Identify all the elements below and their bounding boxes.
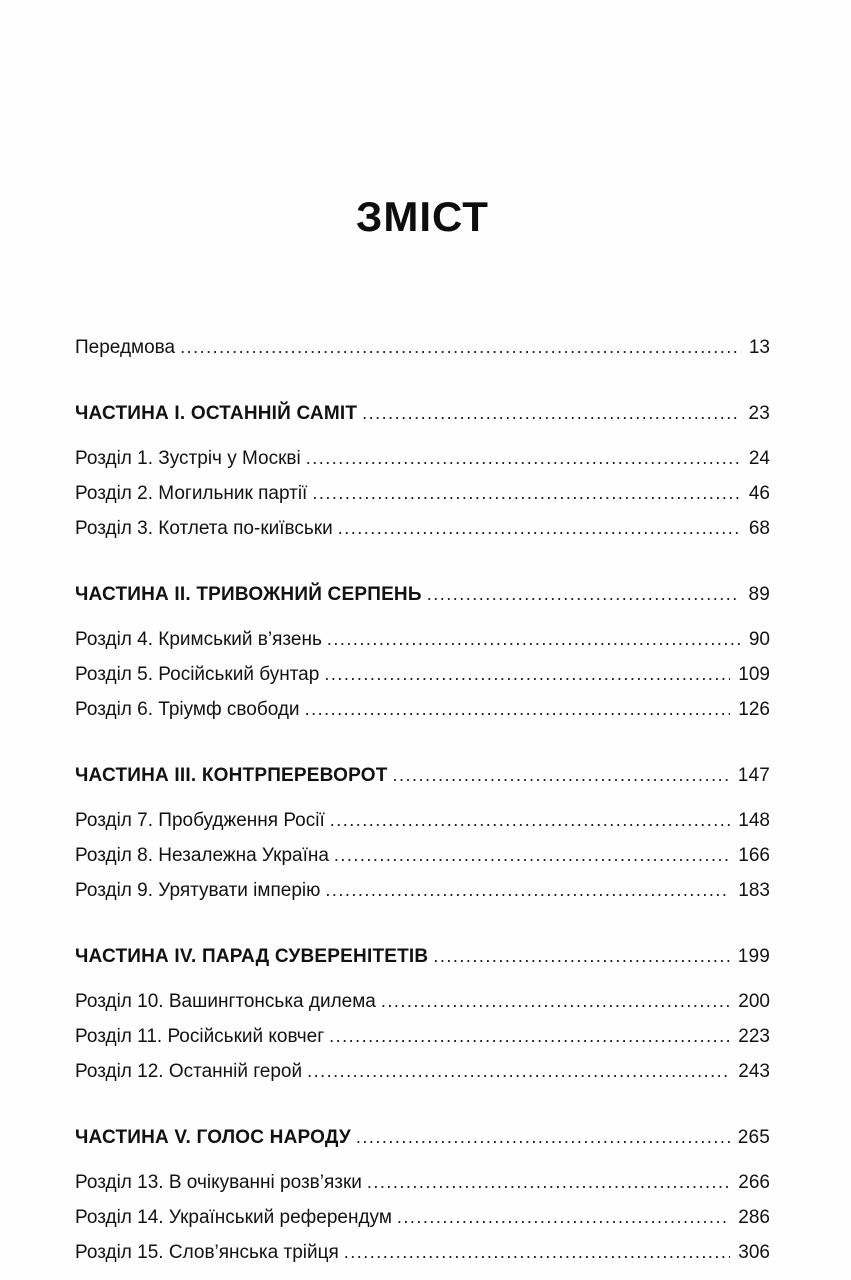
dot-leader	[381, 984, 730, 1019]
dot-leader	[325, 873, 730, 908]
toc-entry-page: 24	[748, 448, 770, 469]
toc-entry-label: Розділ 9. Урятувати імперію	[75, 880, 321, 901]
toc-entry-page: 23	[748, 403, 770, 424]
toc-entry-row	[75, 1235, 770, 1270]
toc-entry-page: 200	[738, 991, 770, 1012]
toc-entry-label: ЧАСТИНА III. КОНТРПЕРЕВОРОТ	[75, 765, 388, 786]
toc-entry-row	[75, 1165, 770, 1200]
toc-entry-page: 68	[748, 518, 770, 539]
dot-leader	[305, 692, 731, 727]
toc-entry-label: Розділ 2. Могильник партії	[75, 483, 308, 504]
toc-entry-page: 243	[738, 1061, 770, 1082]
toc-entry-page: 89	[748, 584, 770, 605]
toc-entry-page: 46	[748, 483, 770, 504]
toc-entry-label: Розділ 13. В очікуванні розв’язки	[75, 1172, 362, 1193]
toc-part-row	[75, 396, 770, 431]
toc-entry-row	[75, 873, 770, 908]
toc-entry-label: Розділ 11. Російський ковчег	[75, 1026, 325, 1047]
toc-part-row	[75, 939, 770, 974]
dot-leader	[334, 838, 730, 873]
toc-entry-page: 109	[738, 664, 770, 685]
toc-entry-label: ЧАСТИНА I. ОСТАННІЙ САМІТ	[75, 403, 358, 424]
toc-entry-label: ЧАСТИНА II. ТРИВОЖНИЙ СЕРПЕНЬ	[75, 584, 422, 605]
toc-entry-page: 126	[738, 699, 770, 720]
toc-entry-page: 199	[737, 946, 770, 967]
toc-entry-page: 166	[738, 845, 770, 866]
dot-leader	[362, 396, 740, 431]
dot-leader	[344, 1235, 731, 1270]
toc-part-row	[75, 758, 770, 793]
toc-entry-page: 148	[738, 810, 770, 831]
toc-entry-label: Розділ 12. Останній герой	[75, 1061, 303, 1082]
dot-leader	[393, 758, 730, 793]
toc-entry-row	[75, 441, 770, 476]
toc-list	[75, 330, 770, 1270]
toc-entry-page: 266	[738, 1172, 770, 1193]
dot-leader	[180, 330, 741, 365]
toc-part-row	[75, 577, 770, 612]
toc-entry-label: Розділ 7. Пробудження Росії	[75, 810, 325, 831]
dot-leader	[338, 511, 741, 546]
toc-entry-label: Розділ 14. Український референдум	[75, 1207, 392, 1228]
toc-entry-row	[75, 692, 770, 727]
toc-entry-label: Розділ 15. Слов’янська трійця	[75, 1242, 339, 1263]
toc-entry-page: 147	[737, 765, 770, 786]
dot-leader	[433, 939, 729, 974]
toc-entry-label: Розділ 4. Кримський в’язень	[75, 629, 322, 650]
toc-entry-page: 13	[748, 337, 770, 358]
toc-entry-row	[75, 511, 770, 546]
dot-leader	[307, 1054, 730, 1089]
toc-entry-label: Передмова	[75, 337, 176, 358]
toc-entry-label: ЧАСТИНА IV. ПАРАД СУВЕРЕНІТЕТІВ	[75, 946, 429, 967]
dot-leader	[427, 577, 741, 612]
toc-entry-page: 265	[737, 1127, 770, 1148]
toc-entry-row	[75, 803, 770, 838]
toc-entry-label: Розділ 1. Зустріч у Москві	[75, 448, 301, 469]
dot-leader	[397, 1200, 730, 1235]
toc-entry-page: 90	[748, 629, 770, 650]
toc-part-row	[75, 1120, 770, 1155]
toc-entry-row	[75, 476, 770, 511]
toc-entry-page: 223	[738, 1026, 770, 1047]
toc-entry-page: 286	[738, 1207, 770, 1228]
toc-entry-row	[75, 330, 770, 365]
toc-entry-page: 183	[738, 880, 770, 901]
toc-entry-label: ЧАСТИНА V. ГОЛОС НАРОДУ	[75, 1127, 351, 1148]
toc-entry-label: Розділ 8. Незалежна Україна	[75, 845, 329, 866]
toc-entry-row	[75, 1019, 770, 1054]
toc-entry-row	[75, 1054, 770, 1089]
dot-leader	[356, 1120, 730, 1155]
dot-leader	[329, 1019, 730, 1054]
toc-entry-row	[75, 984, 770, 1019]
dot-leader	[324, 657, 730, 692]
toc-entry-row	[75, 622, 770, 657]
dot-leader	[312, 476, 741, 511]
toc-entry-row	[75, 838, 770, 873]
dot-leader	[330, 803, 731, 838]
page-title: ЗМІСТ	[356, 193, 489, 240]
toc-entry-row	[75, 1200, 770, 1235]
toc-entry-label: Розділ 5. Російський бунтар	[75, 664, 320, 685]
dot-leader	[367, 1165, 730, 1200]
toc-entry-label: Розділ 10. Вашингтонська дилема	[75, 991, 376, 1012]
toc-entry-page: 306	[738, 1242, 770, 1263]
toc-entry-label: Розділ 6. Тріумф свободи	[75, 699, 300, 720]
dot-leader	[327, 622, 741, 657]
dot-leader	[306, 441, 741, 476]
toc-entry-row	[75, 657, 770, 692]
toc-entry-label: Розділ 3. Котлета по-київськи	[75, 518, 333, 539]
